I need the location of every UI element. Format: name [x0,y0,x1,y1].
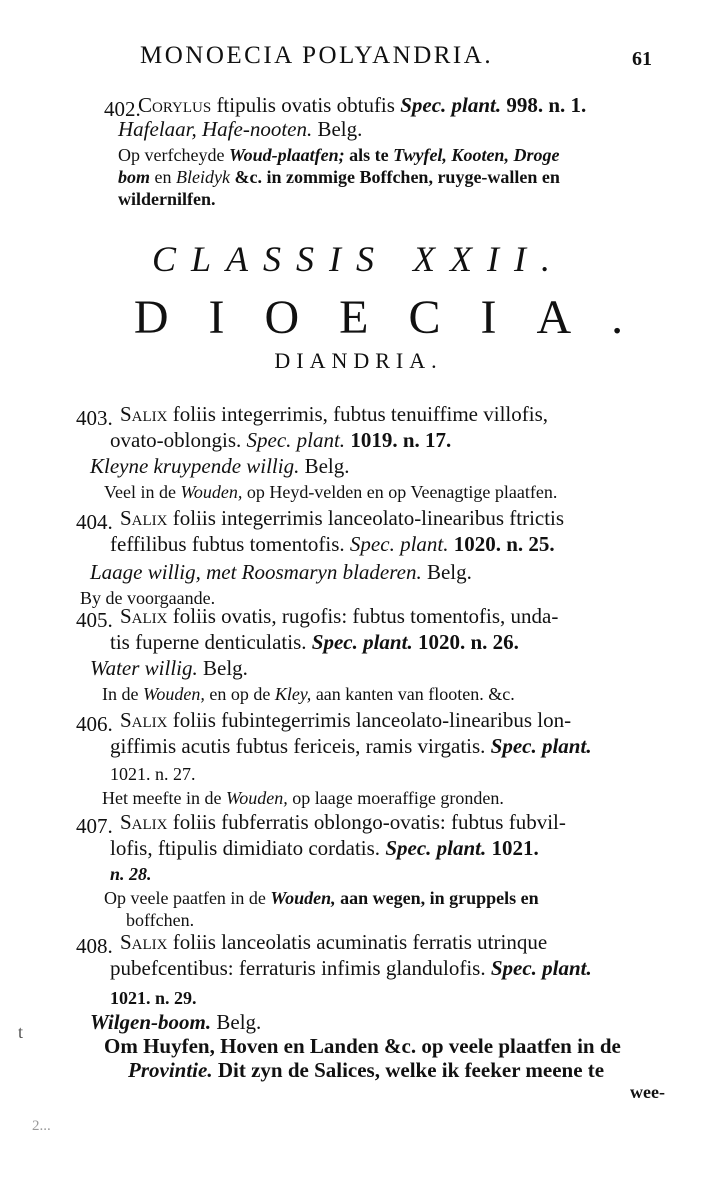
entry-line: bom en Bleidyk &c. in zommige Boffchen, ruyge-wallen en [118,167,560,187]
entry-line: Veel in de Wouden, op Heyd-velden en op Veenagtige plaatfen. [104,482,558,502]
entry-line: Wilgen-boom. Belg. [90,1010,262,1034]
entry-line: Op verfcheyde Woud-plaatfen; als te Twyfel, Kooten, Droge [118,145,560,165]
entry-line: Salix foliis fubferratis oblongo-ovatis: fubtus fubvil- [120,810,566,834]
entry-line: Laage willig, met Roosmaryn bladeren. Belg. [90,560,472,584]
entry-number: 404. [76,510,113,534]
order-heading: DIANDRIA. [274,348,443,373]
entry-line: Salix foliis lanceolatis acuminatis ferratis utrinque [120,930,548,954]
entry-line: lofis, ftipulis dimidiato cordatis. Spec. plant. 1021. [110,836,539,860]
entry-line: By de voorgaande. [80,588,216,608]
entry-line: Kleyne kruypende willig. Belg. [90,454,350,478]
entry-line: Provintie. Dit zyn de Salices, welke ik feeker meene te [128,1058,605,1082]
page-number: 61 [632,48,652,70]
entry-line: tis fuperne denticulatis. Spec. plant. 1020. n. 26. [110,630,519,654]
entry-line: Hafelaar, Hafe-nooten. Belg. [118,117,363,141]
entry-number: 406. [76,712,113,736]
entry-line: Water willig. Belg. [90,656,248,680]
entry-line: In de Wouden, en op de Kley, aan kanten van flooten. &c. [102,684,515,704]
entry-line: 1021. n. 29. [110,988,197,1008]
entry-line: Het meefte in de Wouden, op laage moeraffige gronden. [102,788,504,808]
class-title: DIOECIA. [133,291,664,344]
entry-line: 1021. n. 27. [110,764,196,784]
entry-line: wildernilfen. [118,189,216,209]
running-header: MONOECIA POLYANDRIA. [140,42,494,69]
entry-number: 402. [104,97,141,121]
entry-line: boffchen. [126,910,195,930]
entry-number: 403. [76,406,113,430]
margin-mark: t [18,1022,24,1042]
entry-line: Salix foliis fubintegerrimis lanceolato-linearibus lon- [120,708,572,732]
entry-line: feffilibus fubtus tomentofis. Spec. plant. 1020. n. 25. [110,532,555,556]
catchword: wee- [630,1082,665,1102]
entry-line: Salix foliis ovatis, rugofis: fubtus tomentofis, unda- [120,604,559,628]
entry-line: giffimis acutis fubtus fericeis, ramis virgatis. Spec. plant. [110,734,592,758]
entry-number: 408. [76,934,113,958]
entry-line: Op veele paatfen in de Wouden, aan wegen, in gruppels en [104,888,539,908]
entry-line: Corylus ftipulis ovatis obtufis Spec. plant. 998. n. 1. [138,93,587,117]
entry-number: 405. [76,608,113,632]
entry-line: Salix foliis integerrimis, fubtus tenuiffime villofis, [120,402,548,426]
entry-number: 407. [76,814,113,838]
entry-line: n. 28. [110,864,152,884]
smudge-mark: 2... [32,1118,51,1134]
class-heading: CLASSIS XXII. [152,239,565,279]
entry-line: ovato-oblongis. Spec. plant. 1019. n. 17. [110,428,452,452]
entry-line: Om Huyfen, Hoven en Landen &c. op veele plaatfen in de [104,1034,621,1058]
entry-line: Salix foliis integerrimis lanceolato-linearibus ftrictis [120,506,565,530]
entry-line: pubefcentibus: ferraturis infimis glandulofis. Spec. plant. [110,956,592,980]
